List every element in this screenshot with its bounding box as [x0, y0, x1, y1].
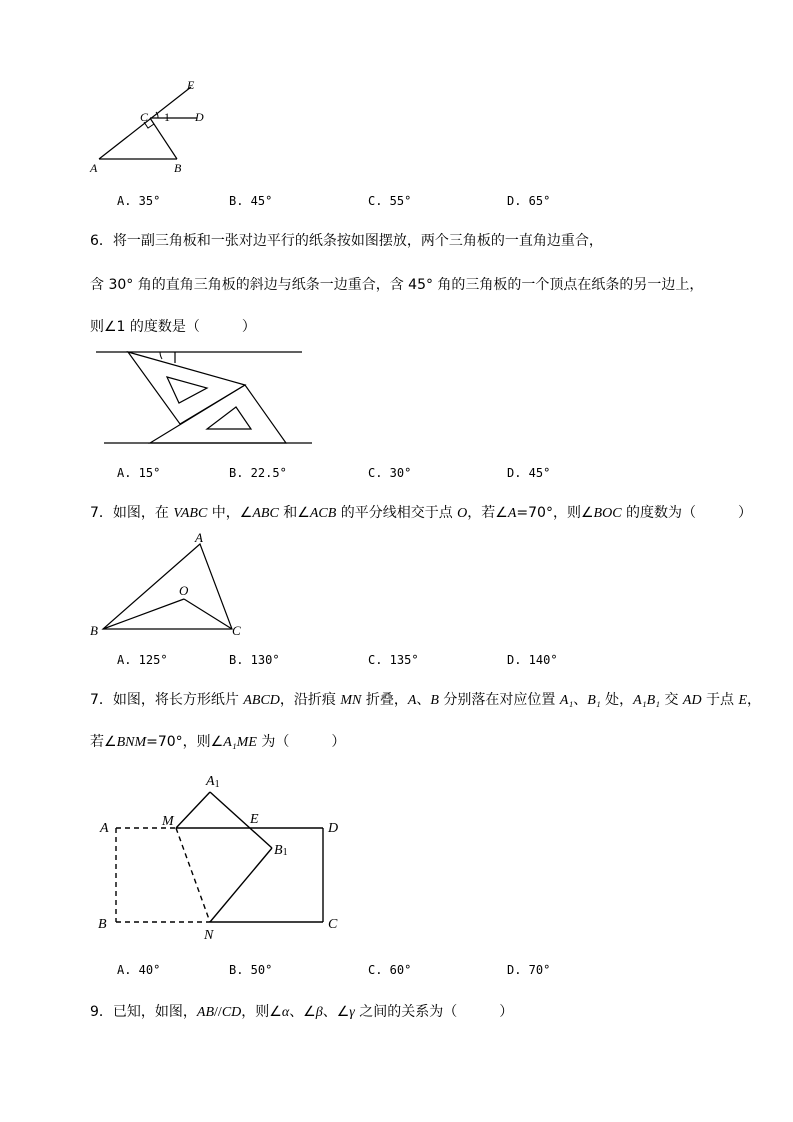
q7a-t13: 的度数为（ ） [621, 505, 752, 521]
q7b-line-2 [90, 733, 345, 752]
q6-option-b[interactable]: B. 22.5° [229, 466, 287, 480]
q7b-l2-t1: 若∠ [90, 734, 117, 750]
q7a-t3: 中，∠ [207, 505, 253, 521]
q7b-l2-t2: BNM [116, 735, 147, 750]
q6-line-1: 6．将一副三角板和一张对边平行的纸条按如图摆放，两个三角板的一直角边重合， [90, 233, 603, 249]
q9-t4: CD [221, 1005, 242, 1020]
q7b-l1-t9: 分别落在对应位置 [438, 692, 560, 708]
q7b-l2-t3: =70°，则∠ [146, 734, 224, 750]
label-n: N [204, 928, 214, 943]
q5-option-a[interactable]: A. 35° [117, 194, 161, 208]
q7b-option-d[interactable]: D. 70° [507, 963, 551, 977]
label-c: C [232, 623, 241, 638]
q7b-l1-t2: ABCD [243, 693, 280, 708]
q6-figure [90, 345, 320, 450]
label-b: B [98, 917, 107, 932]
label-e: E [250, 812, 259, 827]
label-1: 1 [166, 359, 167, 360]
q9-t11: 之间的关系为（ ） [354, 1004, 514, 1020]
q9-t8: β [315, 1005, 323, 1020]
q7b-l1-t16: AD [682, 693, 702, 708]
q7b-l1-t19: ， [747, 692, 762, 708]
q7b-l1-t11: 、 [573, 692, 588, 708]
q7a-t10: A [507, 506, 517, 521]
q7a-t11: =70°，则∠ [516, 505, 594, 521]
angle-1-arc [160, 352, 162, 359]
q7b-l1-t7: 、 [416, 692, 431, 708]
q7a-t8: O [457, 506, 468, 521]
q6-line-3: 则∠1 的度数是（ ） [90, 319, 256, 335]
q7a-t7: 的平分线相交于点 [336, 505, 458, 521]
q5-option-c[interactable]: C. 55° [368, 194, 412, 208]
q7a-t9: ，若∠ [467, 505, 508, 521]
q7b-option-a[interactable]: A. 40° [117, 963, 161, 977]
q7a-text [90, 504, 752, 523]
edge-ma1 [176, 792, 210, 828]
q7b-option-b[interactable]: B. 50° [229, 963, 273, 977]
q7a-option-d[interactable]: D. 140° [507, 653, 558, 667]
q7a-t4: ABC [252, 506, 279, 521]
q7a-t5: 和∠ [278, 505, 310, 521]
q7a-option-c[interactable]: C. 135° [368, 653, 419, 667]
q7b-line-1 [90, 691, 761, 710]
q6-option-c[interactable]: C. 30° [368, 466, 412, 480]
q7b-l2-t5: 为（ ） [256, 734, 346, 750]
triangle-45 [150, 385, 286, 443]
q6-option-d[interactable]: D. 45° [507, 466, 551, 480]
edge-b1n [210, 848, 272, 922]
q7b-l1-t15: 交 [660, 692, 683, 708]
q7a-t12: BOC [593, 506, 622, 521]
q7b-l1-t5: 折叠， [361, 692, 408, 708]
q9-t7: 、∠ [289, 1004, 316, 1020]
label-d: D [328, 821, 339, 836]
triangle-30-hole [167, 377, 207, 403]
q7b-l1-t18: E [738, 693, 748, 708]
label-b: B [174, 161, 182, 175]
q9-t9: 、∠ [322, 1004, 350, 1020]
q9-t3: // [214, 1005, 222, 1020]
bisector-bo [103, 599, 184, 629]
q9-t1: 9．已知，如图， [90, 1004, 197, 1020]
label-o: O [179, 583, 189, 598]
q9-t2: AB [196, 1005, 215, 1020]
label-e: E [187, 78, 195, 92]
label-a: A [90, 161, 98, 175]
q7b-l1-t3: ，沿折痕 [279, 692, 341, 708]
q7b-l2-t4: A₁ME [223, 735, 257, 750]
label-c: C [140, 110, 149, 124]
q7b-l1-t14: A₁B₁ [633, 693, 660, 708]
q9-t10: γ [349, 1005, 355, 1020]
fold-mn-dashed [176, 828, 210, 922]
q7b-l1-t17: 于点 [701, 692, 739, 708]
label-a: A [100, 821, 109, 836]
label-1: 1 [164, 110, 170, 124]
label-a: A [195, 530, 203, 545]
label-b: B [90, 623, 98, 638]
edge-a1b1 [210, 792, 272, 848]
label-c: C [328, 917, 338, 932]
q7b-option-c[interactable]: C. 60° [368, 963, 412, 977]
triangle-45-hole [207, 407, 251, 429]
q5-option-d[interactable]: D. 65° [507, 194, 551, 208]
q7b-l1-t10: A₁ [559, 693, 574, 708]
q9-t5: ，则∠ [241, 1004, 282, 1020]
label-m: M [162, 814, 174, 829]
bisector-co [184, 599, 232, 629]
q6-option-a[interactable]: A. 15° [117, 466, 161, 480]
q7b-l1-t12: B₁ [587, 693, 601, 708]
q7a-t2: VABC [173, 506, 208, 521]
q7a-option-b[interactable]: B. 130° [229, 653, 280, 667]
q7a-option-a[interactable]: A. 125° [117, 653, 168, 667]
q7b-l1-t13: 处， [600, 692, 634, 708]
q7b-l1-t6: A [407, 693, 417, 708]
q7b-figure [90, 766, 360, 946]
q9-t6: α [281, 1005, 290, 1020]
q9-text [90, 1003, 513, 1022]
q5-figure [88, 78, 218, 180]
q7b-l1-t1: 7．如图，将长方形纸片 [90, 692, 244, 708]
label-d: D [195, 110, 204, 124]
q5-option-b[interactable]: B. 45° [229, 194, 273, 208]
q7a-t1: 7．如图，在 [90, 505, 174, 521]
label-b1: B1 [274, 843, 288, 858]
q7a-figure [88, 528, 258, 640]
q7b-l1-t4: MN [340, 693, 362, 708]
q6-line-2: 含 30° 角的直角三角板的斜边与纸条一边重合，含 45° 角的三角板的一个顶点在纸条的另一边上， [90, 277, 704, 293]
label-a1: A1 [206, 774, 220, 790]
q7a-t6: ACB [309, 506, 337, 521]
q7b-l1-t8: B [430, 693, 439, 708]
